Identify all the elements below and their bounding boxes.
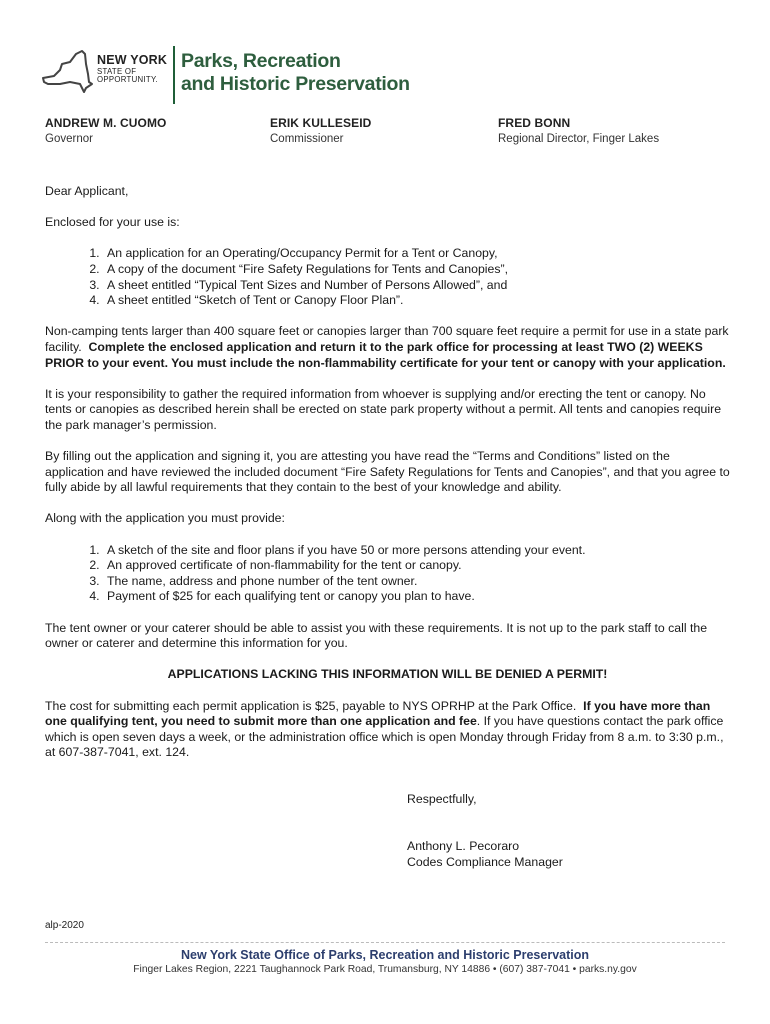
logo-divider — [173, 46, 175, 104]
footer-office: New York State Office of Parks, Recreation and Historic Preservation — [180, 948, 589, 962]
logo-line-2: STATE OF — [97, 66, 137, 76]
agency-name — [181, 50, 410, 96]
permit-requirement-paragraph — [45, 324, 730, 371]
salutation: Dear Applicant, — [45, 184, 129, 198]
agency-logo — [40, 44, 420, 106]
new-york-state-map-icon — [40, 48, 94, 94]
provide-list — [45, 543, 730, 605]
agency-line-1: Parks, Recreation — [181, 50, 341, 72]
list-item: 2. An approved certificate of non-flammability for the tent or canopy. — [103, 558, 730, 574]
enclosed-list — [45, 246, 730, 308]
assistance-paragraph: The tent owner or your caterer should be able to assist you with these requirements. It is not up to the park staff to call the owner or caterer and determine this information for you. — [45, 620, 708, 651]
official-name: ERIK KULLESEID — [270, 116, 372, 130]
closing: Respectfully, — [407, 792, 477, 807]
list-item: 4. Payment of $25 for each qualifying tent or canopy you plan to have. — [103, 589, 730, 605]
attestation-paragraph: By filling out the application and signing it, you are attesting you have read the “Terms and Conditions” listed on the application and have reviewed the included document “Fire Safety Regulations for Tents and Canopies”, and that you agree to fully abide by all lawful requirements that they contain to the best of your knowledge and ability. — [45, 449, 730, 495]
contact-text: . If you have questions contact the park office which is open seven days a week, or the administration office which is open Monday through Friday from 8 a.m. to 3:30 p.m., at 607-387-7041, ext. 124. — [45, 714, 724, 760]
list-item: 3. A sheet entitled “Typical Tent Sizes and Number of Persons Allowed”, and — [103, 278, 730, 294]
requirement-text: Non-camping tents larger than 400 square feet or canopies larger than 700 square feet require a permit for use in a state park facility. — [45, 324, 729, 354]
denial-warning: APPLICATIONS LACKING THIS INFORMATION WILL BE DENIED A PERMIT! — [167, 667, 608, 682]
official-commissioner — [270, 116, 371, 145]
official-title: Commissioner — [270, 133, 344, 145]
footer-divider — [45, 942, 725, 943]
list-item: 4. A sheet entitled “Sketch of Tent or Canopy Floor Plan”. — [103, 293, 730, 309]
officials-row — [45, 116, 735, 148]
official-title: Governor — [45, 133, 93, 145]
agency-line-2: and Historic Preservation — [181, 73, 410, 95]
official-name: FRED BONN — [498, 116, 571, 130]
responsibility-paragraph: It is your responsibility to gather the required information from whoever is supplying and/or erecting the tent or canopy. No tents or canopies as described herein shall be erected on state park property without a permit. All tents and canopies require the park manager’s permission. — [45, 386, 722, 432]
list-item: 2. A copy of the document “Fire Safety Regulations for Tents and Canopies”, — [103, 262, 730, 278]
cost-paragraph — [45, 699, 730, 761]
cost-text: The cost for submitting each permit application is $25, payable to NYS OPRHP at the Park Office. — [45, 698, 577, 713]
cost-emphasis: If you have more than one qualifying tent, you need to submit more than one application and fee — [45, 698, 711, 729]
letter-body — [45, 184, 730, 870]
official-governor — [45, 116, 167, 145]
official-title: Regional Director, Finger Lakes — [498, 133, 660, 145]
enclosed-intro: Enclosed for your use is: — [45, 215, 180, 230]
logo-line-3: OPPORTUNITY. — [97, 75, 158, 85]
nys-wordmark — [97, 54, 167, 84]
footer-address: Finger Lakes Region, 2221 Taughannock Park Road, Trumansburg, NY 14886 • (607) 387-7041 • parks.ny.gov — [133, 964, 637, 975]
official-name: ANDREW M. CUOMO — [45, 116, 167, 130]
provide-intro: Along with the application you must provide: — [45, 511, 285, 526]
requirement-emphasis: Complete the enclosed application and return it to the park office for processing at least TWO (2) WEEKS PRIOR to your event. You must include the non-flammability certificate for your tent or canopy with your application. — [45, 339, 726, 370]
signer-title: Codes Compliance Manager — [407, 854, 563, 869]
list-item: 3. The name, address and phone number of the tent owner. — [103, 574, 730, 590]
official-regional-director — [498, 116, 659, 145]
list-item: 1. An application for an Operating/Occupancy Permit for a Tent or Canopy, — [103, 246, 730, 262]
logo-line-1: NEW YORK — [97, 53, 168, 67]
list-item: 1. A sketch of the site and floor plans if you have 50 or more persons attending your event. — [103, 543, 730, 559]
form-code: alp-2020 — [45, 920, 84, 931]
signer-name: Anthony L. Pecoraro — [407, 838, 520, 853]
